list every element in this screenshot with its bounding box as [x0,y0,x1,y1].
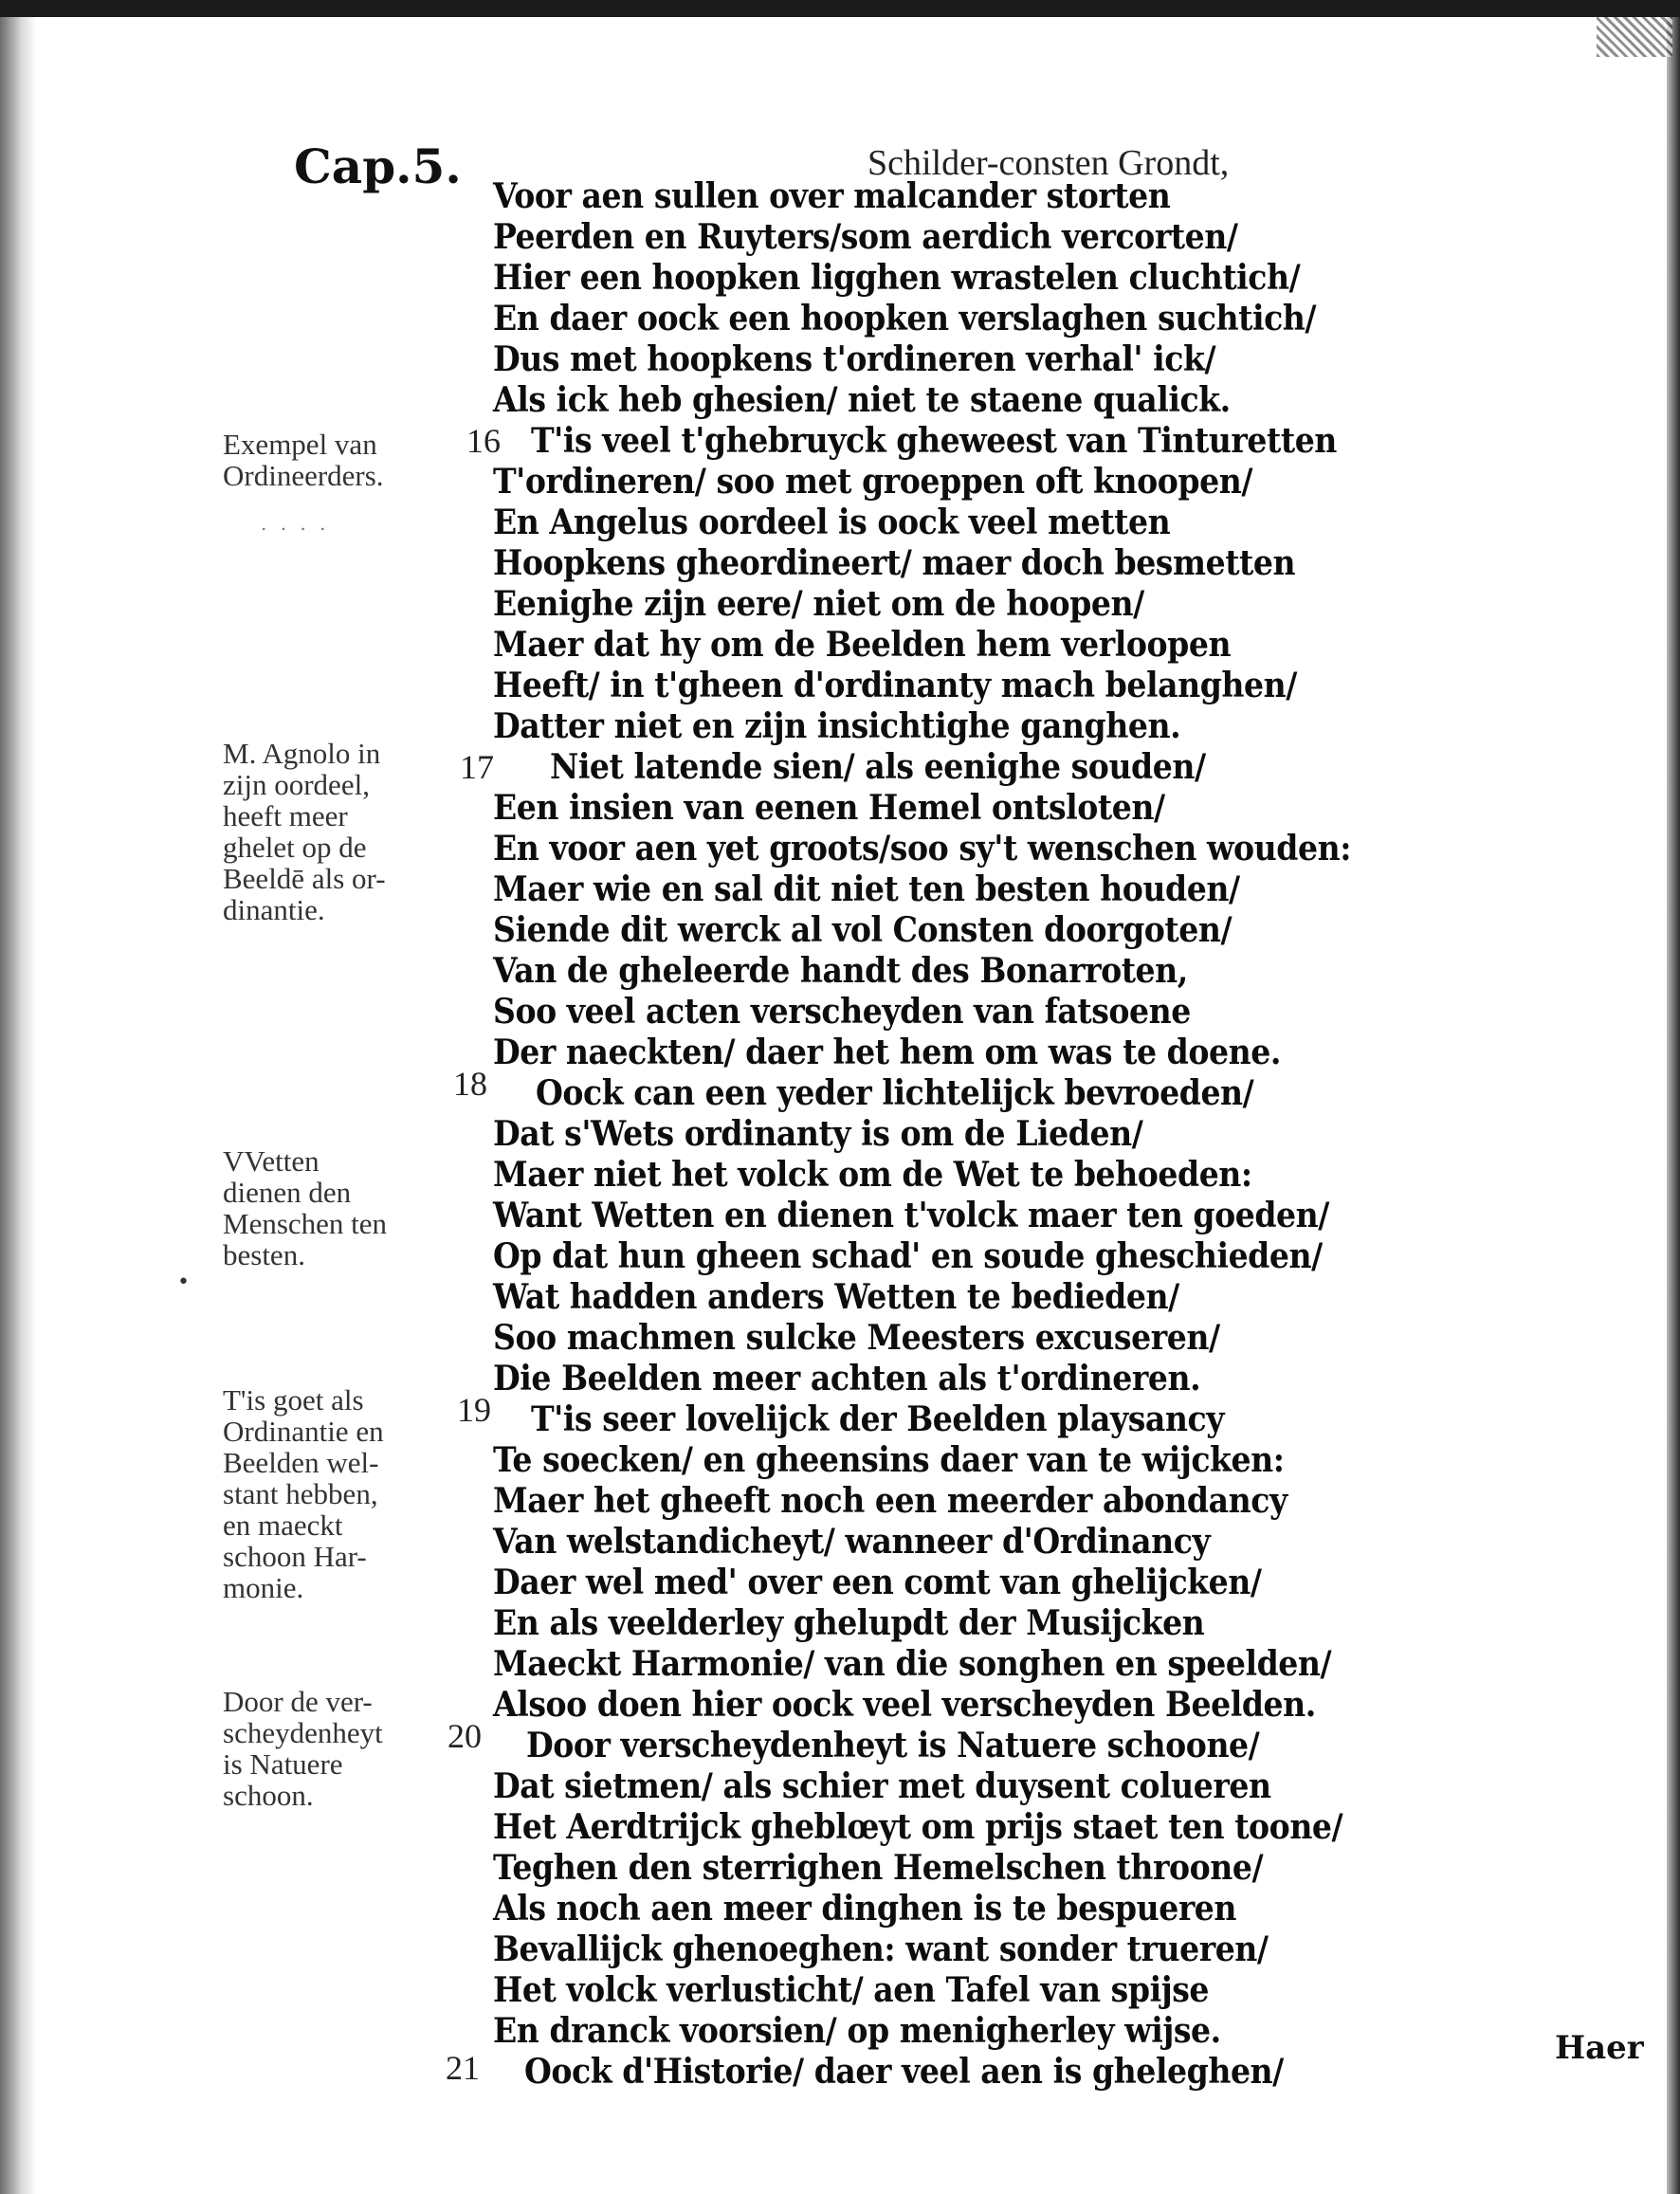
scan-gutter-shadow [0,17,36,2194]
margin-note-line: Door de ver- [223,1685,373,1718]
text-line: En dranck voorsien/ op menigherley wijse. [493,2011,1221,2051]
text-line: T'is veel t'ghebruyck gheweest van Tinturetten [531,421,1337,461]
text-line: Het volck verlusticht/ aen Tafel van spijse [493,1970,1210,2010]
text-line: Door verscheydenheyt is Natuere schoone/ [526,1726,1260,1765]
catchword: Haer [1555,2029,1644,2067]
margin-dots: . . . . [261,512,330,535]
text-line: Teghen den sterrighen Hemelschen throone/ [493,1848,1264,1888]
ink-speck: • [177,1271,190,1294]
margin-note [223,1686,450,1811]
margin-note [223,738,450,925]
chapter-heading: Cap.5. [294,138,462,194]
text-line: Maer wie en sal dit niet ten besten houden/ [493,869,1240,909]
margin-note-line: besten. [223,1238,305,1271]
margin-note-line: heeft meer [223,799,348,832]
text-line: Want Wetten en dienen t'volck maer ten goeden/ [493,1196,1329,1235]
text-line: Heeft/ in t'gheen d'ordinanty mach belanghen/ [493,666,1297,705]
text-line: Het Aerdtrijck gheblœyt om prijs staet ten toone/ [493,1807,1343,1847]
text-line: Maer het gheeft noch een meerder abondancy [493,1481,1287,1521]
text-line: Dat sietmen/ als schier met duysent colueren [493,1766,1271,1806]
margin-note-line: Menschen ten [223,1207,388,1240]
text-line: Peerden en Ruyters/som aerdich vercorten/ [493,217,1238,257]
verse-number: 21 [446,2049,480,2087]
margin-note-line: schoon. [223,1779,314,1812]
text-line: Hoopkens gheordineert/ maer doch besmetten [493,543,1296,583]
verse-number: 18 [453,1065,487,1103]
verse-number: 19 [457,1391,491,1429]
margin-note-line: dienen den [223,1176,352,1209]
text-line: En daer oock een hoopken verslaghen suchtich/ [493,299,1317,338]
verse-number: 17 [460,748,494,786]
text-line: T'ordineren/ soo met groeppen oft knoopen/ [493,462,1252,502]
scan-top-border [0,0,1680,17]
text-line: Een insien van eenen Hemel ontsloten/ [493,788,1165,828]
text-line: Als noch aen meer dinghen is te bespueren [493,1889,1237,1929]
text-line: En als veelderley ghelupdt der Musijcken [493,1603,1205,1643]
text-line: Te soecken/ en gheensins daer van te wijcken: [493,1440,1285,1480]
running-title: Schilder-consten Grondt, [867,143,1230,183]
text-line: En voor aen yet groots/soo sy't wenschen wouden: [493,829,1351,868]
text-line: Hier een hoopken ligghen wrastelen cluchtich/ [493,258,1301,298]
text-line: Van de gheleerde handt des Bonarroten, [493,951,1188,991]
text-line: Oock d'Historie/ daer veel aen is gheleghen/ [524,2052,1284,2092]
text-line: Maer niet het volck om de Wet te behoeden: [493,1155,1252,1195]
text-line: Op dat hun gheen schad' en soude gheschieden/ [493,1236,1323,1276]
text-line: Maeckt Harmonie/ van die songhen en speelden/ [493,1644,1332,1684]
text-line: Oock can een yeder lichtelijck bevroeden/ [536,1073,1254,1113]
margin-note [223,1145,450,1271]
margin-note-line: scheydenheyt [223,1716,383,1749]
verse-number: 16 [466,422,501,460]
scan-right-edge [1667,17,1680,2194]
text-line: Daer wel med' over een comt van ghelijcken/ [493,1563,1262,1602]
text-line: Soo machmen sulcke Meesters excuseren/ [493,1318,1220,1358]
text-line: Maer dat hy om de Beelden hem verloopen [493,625,1232,665]
text-line: Als ick heb ghesien/ niet te staene qualick. [493,380,1231,420]
margin-note-line: Beelden wel- [223,1446,379,1479]
margin-note-line: Exempel van [223,428,377,461]
margin-note-line: dinantie. [223,893,325,926]
margin-note-line: stant hebben, [223,1477,378,1510]
text-line: Wat hadden anders Wetten te bedieden/ [493,1277,1179,1317]
margin-note-line: schoon Har- [223,1540,367,1573]
text-line: Der naeckten/ daer het hem om was te doene. [493,1033,1281,1072]
text-line: Siende dit werck al vol Consten doorgoten/ [493,910,1233,950]
text-line: Datter niet en zijn insichtighe ganghen. [493,706,1181,746]
text-line: Bevallijck ghenoeghen: want sonder trueren/ [493,1929,1269,1969]
margin-note-line: zijn oordeel, [223,768,370,801]
verse-number: 20 [447,1717,482,1755]
text-line: Alsoo doen hier oock veel verscheyden Beelden. [493,1685,1316,1725]
margin-note-line: monie. [223,1571,304,1604]
text-line: Van welstandicheyt/ wanneer d'Ordinancy [493,1522,1211,1562]
text-line: T'is seer lovelijck der Beelden playsancy [531,1399,1225,1439]
text-line: Niet latende sien/ als eenighe souden/ [550,747,1206,787]
margin-note-line: Ordinantie en [223,1415,384,1448]
text-line: Die Beelden meer achten als t'ordineren. [493,1359,1201,1399]
text-line: Eenighe zijn eere/ niet om de hoopen/ [493,584,1144,624]
scan-corner-noise [1597,17,1672,57]
margin-note-line: is Natuere [223,1747,343,1781]
text-line: Soo veel acten verscheyden van fatsoene [493,992,1191,1032]
margin-note-line: ghelet op de [223,831,367,864]
text-line: En Angelus oordeel is oock veel metten [493,503,1171,542]
margin-note-line: T'is goet als [223,1383,364,1417]
margin-note-line: en maeckt [223,1508,343,1542]
margin-note-line: Ordineerders. [223,459,384,492]
margin-note [223,1384,450,1603]
text-line: Dat s'Wets ordinanty is om de Lieden/ [493,1114,1143,1154]
text-line: Dus met hoopkens t'ordineren verhal' ick/ [493,339,1216,379]
margin-note-line: Beeldē als or- [223,862,386,895]
margin-note-line: M. Agnolo in [223,737,381,770]
text-line: Voor aen sullen over malcander storten [493,176,1171,216]
margin-note [223,429,450,491]
margin-note-line: VVetten [223,1144,320,1178]
